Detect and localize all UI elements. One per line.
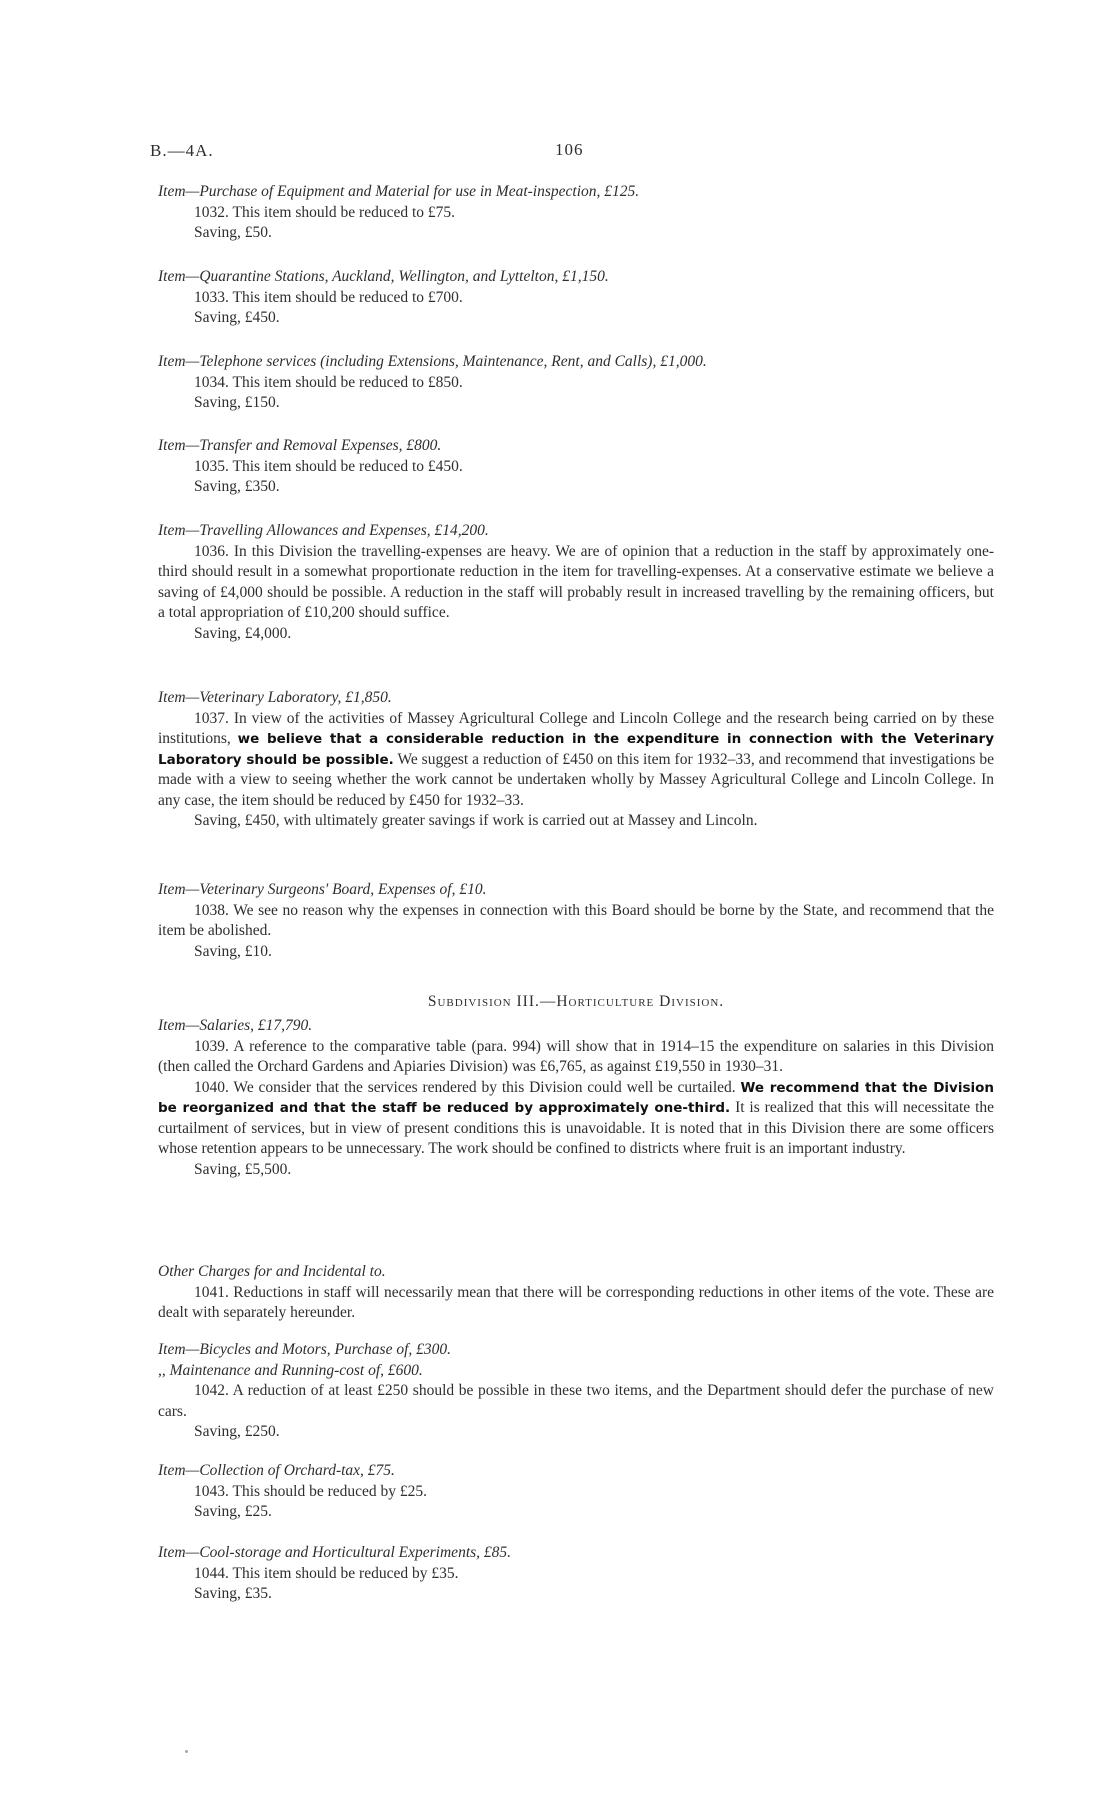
paragraph: [158, 1078, 994, 1160]
item-title: Item—Cool-storage and Horticultural Experiments, £85.: [158, 1544, 512, 1561]
saving: Saving, £4,000.: [194, 624, 292, 642]
item-1044: [158, 1543, 994, 1605]
saving: Saving, £450.: [194, 309, 280, 326]
saving: Saving, £25.: [194, 1503, 272, 1520]
item-1042: [158, 1340, 994, 1443]
paragraph: 1044. This item should be reduced by £35.: [194, 1564, 459, 1582]
paragraph: 1043. This should be reduced by £25.: [194, 1482, 428, 1500]
paragraph-text: 1037. In view of the activities of Massey Agricultural College and Lincoln College and the research being carried on by these institutions,: [158, 709, 994, 747]
item-title: Item—Purchase of Equipment and Material for use in Meat-inspection, £125.: [158, 183, 640, 200]
paragraph: 1034. This item should be reduced to £850.: [194, 373, 463, 391]
page-number: 106: [555, 140, 584, 159]
item-title: Item—Veterinary Surgeons' Board, Expenses of, £10.: [158, 881, 487, 898]
item-title: ,, Maintenance and Running-cost of, £600.: [158, 1361, 423, 1379]
paragraph: 1035. This item should be reduced to £450.: [194, 457, 463, 475]
item-title: Other Charges for and Incidental to.: [158, 1263, 386, 1280]
item-1032: [158, 182, 994, 244]
saving: Saving, £50.: [194, 224, 272, 241]
paragraph: 1041. Reductions in staff will necessarily mean that there will be corresponding reductions in other items of the vote. These are dealt with separately hereunder.: [158, 1283, 994, 1321]
item-1034: [158, 352, 994, 414]
item-1033: [158, 267, 994, 329]
item-title: Item—Bicycles and Motors, Purchase of, £300.: [158, 1341, 452, 1358]
paragraph: 1039. A reference to the comparative table (para. 994) will show that in 1914–15 the expenditure on salaries in this Division (then called the Orchard Gardens and Apiaries Division) was £6,765, as against £19,550 in 1930–31.: [158, 1037, 994, 1075]
item-1037: [158, 688, 994, 832]
emphasis: We recommend that the Division be reorganized and that the staff be reduced by approximately one-third.: [158, 1079, 995, 1116]
paragraph: 1032. This item should be reduced to £75.: [194, 203, 456, 221]
report-code: B.—4A.: [150, 141, 214, 160]
paragraph: 1042. A reduction of at least £250 should be possible in these two items, and the Department should defer the purchase of new cars.: [158, 1382, 994, 1420]
item-1043: [158, 1461, 994, 1523]
paragraph: 1038. We see no reason why the expenses in connection with this Board should be borne by the State, and recommend that the item be abolished.: [158, 901, 994, 939]
paragraph: 1033. This item should be reduced to £700.: [194, 288, 463, 306]
saving: Saving, £350.: [194, 478, 280, 495]
saving: Saving, £35.: [194, 1585, 272, 1602]
item-title: Item—Veterinary Laboratory, £1,850.: [158, 689, 392, 706]
emphasis: we believe that a considerable reduction in the expenditure in connection with the Veterinary Laboratory should be possible.: [158, 731, 994, 768]
item-title: Item—Transfer and Removal Expenses, £800.: [158, 437, 442, 454]
paragraph: [158, 709, 994, 812]
other-charges: [158, 1262, 994, 1324]
item-title: Item—Travelling Allowances and Expenses, £14,200.: [158, 522, 489, 539]
saving: Saving, £150.: [194, 394, 280, 411]
saving: Saving, £450, with ultimately greater savings if work is carried out at Massey and Lincoln.: [194, 812, 758, 829]
paragraph: 1036. In this Division the travelling-expenses are heavy. We are of opinion that a reduction in the staff by approximately one-third should result in a somewhat proportionate reduction in the item for travelling-expenses. At a conservative estimate we believe a saving of £4,000 should be possible. A reduction in the staff will probably result in increased travelling by the remaining officers, but a total appropriation of £10,200 should suffice.: [158, 542, 994, 621]
item-1038: [158, 880, 994, 962]
paragraph-text: It is realized that this will necessitate the curtailment of services, but in view of present conditions this is unavoidable. It is noted that in this Division there are some officers whose retention appears to be unnecessary. The work should be confined to districts where fruit is an important industry.: [158, 1099, 995, 1157]
scan-speck: [185, 1750, 188, 1753]
item-title: Item—Collection of Orchard-tax, £75.: [158, 1462, 395, 1479]
item-title: Item—Telephone services (including Extensions, Maintenance, Rent, and Calls), £1,000.: [158, 353, 707, 370]
subdivision-heading: Subdivision III.—Horticulture Division.: [427, 993, 725, 1010]
paragraph-text: 1040. We consider that the services rendered by this Division could well be curtailed.: [194, 1078, 736, 1096]
item-title: Item—Quarantine Stations, Auckland, Wellington, and Lyttelton, £1,150.: [158, 268, 609, 285]
item-1035: [158, 436, 994, 498]
saving: Saving, £10.: [194, 942, 272, 960]
saving: Saving, £5,500.: [194, 1160, 292, 1178]
item-1036: [158, 521, 994, 644]
saving: Saving, £250.: [194, 1423, 280, 1440]
item-salaries: [158, 1016, 994, 1180]
paragraph-text: We suggest a reduction of £450 on this item for 1932–33, and recommend that investigations be made with a view to seeing whether the work cannot be undertaken wholly by Massey Agricultural College and Lincoln College. In any case, the item should be reduced by £450 for 1932–33.: [158, 750, 994, 809]
item-title: Item—Salaries, £17,790.: [158, 1017, 313, 1034]
